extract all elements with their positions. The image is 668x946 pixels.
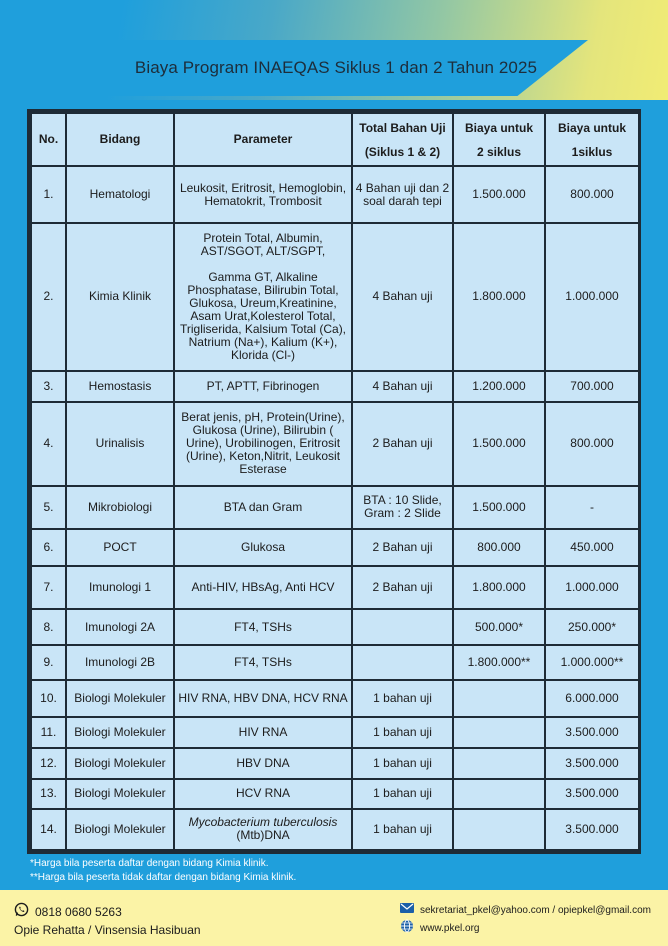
cell-parameter: Anti-HIV, HBsAg, Anti HCV — [174, 566, 352, 609]
cell-biaya-2 — [453, 809, 545, 850]
cell-total: 2 Bahan uji — [352, 529, 453, 566]
cell-biaya-1: 6.000.000 — [545, 680, 639, 716]
cell-parameter: Leukosit, Eritrosit, Hemoglobin, Hematokrit, Trombosit — [174, 166, 352, 223]
page-title: Biaya Program INAEQAS Siklus 1 dan 2 Tahun 2025 — [134, 58, 538, 77]
col-header-bidang: Bidang — [66, 113, 174, 166]
cell-no: 6. — [31, 529, 66, 566]
cell-parameter: FT4, TSHs — [174, 645, 352, 680]
cell-bidang: Imunologi 2B — [66, 645, 174, 680]
cell-biaya-2: 1.500.000 — [453, 402, 545, 486]
cell-parameter-rest: Gamma GT, Alkaline Phosphatase, Bilirubin Total, Glukosa, Ureum,Kreatinine, Asam Urat,Kolesterol Total, Trigliserida, Kalsium Total (Ca), Natrium (Na+), Kalium (K+), Klorida (Cl-) — [179, 269, 347, 362]
cell-biaya-1: 1.000.000 — [545, 566, 639, 609]
globe-icon — [400, 919, 414, 939]
mail-icon — [400, 903, 414, 919]
cell-biaya-2: 1.800.000 — [453, 566, 545, 609]
fee-table — [30, 112, 640, 851]
col-header-total-line1: Total Bahan Uji — [359, 120, 446, 135]
cell-biaya-2 — [453, 779, 545, 809]
cell-biaya-2: 500.000* — [453, 609, 545, 645]
cell-biaya-1: 800.000 — [545, 166, 639, 223]
col-header-no: No. — [31, 113, 66, 166]
cell-total: 1 bahan uji — [352, 809, 453, 850]
whatsapp-icon — [14, 902, 29, 922]
email-link[interactable]: sekretariat_pkel@yahoo.com / opiepkel@gmail.com — [420, 905, 651, 916]
table-row — [31, 717, 639, 748]
table-header-row — [31, 113, 639, 166]
cell-total — [352, 609, 453, 645]
cell-bidang: Hematologi — [66, 166, 174, 223]
cell-total: 2 Bahan uji — [352, 402, 453, 486]
table-row — [31, 609, 639, 645]
cell-biaya-1: - — [545, 486, 639, 529]
cell-biaya-2 — [453, 748, 545, 779]
cell-biaya-2: 1.200.000 — [453, 371, 545, 402]
cell-no: 2. — [31, 223, 66, 370]
cell-parameter — [174, 223, 352, 370]
table-row — [31, 223, 639, 370]
cell-parameter-suffix: (Mtb)DNA — [236, 828, 290, 843]
website-link[interactable]: www.pkel.org — [420, 923, 480, 934]
cell-biaya-2: 1.800.000 — [453, 223, 545, 370]
footnote-2: **Harga bila peserta tidak daftar dengan bidang Kimia klinik. — [30, 872, 297, 883]
cell-no: 10. — [31, 680, 66, 716]
footnote-1: *Harga bila peserta daftar dengan bidang Kimia klinik. — [30, 858, 269, 869]
cell-biaya-1: 800.000 — [545, 402, 639, 486]
cell-biaya-1: 250.000* — [545, 609, 639, 645]
cell-biaya-2: 800.000 — [453, 529, 545, 566]
cell-total: 1 bahan uji — [352, 680, 453, 716]
cell-biaya-2 — [453, 717, 545, 748]
cell-biaya-1: 3.500.000 — [545, 717, 639, 748]
cell-biaya-1: 700.000 — [545, 371, 639, 402]
footer-contact — [14, 902, 201, 939]
table-row — [31, 809, 639, 850]
table-row — [31, 529, 639, 566]
table-row — [31, 166, 639, 223]
cell-biaya-1: 3.500.000 — [545, 809, 639, 850]
cell-no: 12. — [31, 748, 66, 779]
contact-names: Opie Rehatta / Vinsensia Hasibuan — [14, 923, 201, 937]
col-header-biaya-2-line1: Biaya untuk — [464, 120, 533, 135]
cell-bidang: Biologi Molekuler — [66, 809, 174, 850]
cell-no: 7. — [31, 566, 66, 609]
cell-bidang: Mikrobiologi — [66, 486, 174, 529]
cell-no: 3. — [31, 371, 66, 402]
table-row — [31, 748, 639, 779]
col-header-biaya-1 — [545, 113, 639, 166]
cell-no: 5. — [31, 486, 66, 529]
cell-biaya-1: 450.000 — [545, 529, 639, 566]
col-header-biaya-1-line1: Biaya untuk — [557, 120, 626, 135]
cell-no: 8. — [31, 609, 66, 645]
footer — [0, 890, 668, 946]
cell-no: 14. — [31, 809, 66, 850]
cell-biaya-2 — [453, 680, 545, 716]
cell-parameter: Glukosa — [174, 529, 352, 566]
footnotes — [30, 857, 296, 885]
footer-links — [400, 903, 651, 939]
col-header-biaya-1-line2: 1siklus — [571, 144, 613, 159]
cell-parameter-italic: Mycobacterium tuberculosis — [188, 815, 338, 830]
table-row — [31, 779, 639, 809]
cell-no: 9. — [31, 645, 66, 680]
cell-parameter: HBV DNA — [174, 748, 352, 779]
cell-bidang: Biologi Molekuler — [66, 680, 174, 716]
cell-total: BTA : 10 Slide, Gram : 2 Slide — [352, 486, 453, 529]
table-row — [31, 402, 639, 486]
cell-bidang: Hemostasis — [66, 371, 174, 402]
cell-no: 11. — [31, 717, 66, 748]
phone-number[interactable]: 0818 0680 5263 — [35, 904, 122, 919]
cell-bidang: Imunologi 2A — [66, 609, 174, 645]
col-header-biaya-2 — [453, 113, 545, 166]
cell-bidang: Urinalisis — [66, 402, 174, 486]
cell-biaya-1: 3.500.000 — [545, 748, 639, 779]
cell-total: 1 bahan uji — [352, 748, 453, 779]
cell-no: 1. — [31, 166, 66, 223]
cell-biaya-1: 1.000.000** — [545, 645, 639, 680]
cell-bidang: POCT — [66, 529, 174, 566]
col-header-biaya-2-line2: 2 siklus — [476, 144, 522, 159]
fee-table-frame — [27, 109, 641, 854]
cell-parameter: FT4, TSHs — [174, 609, 352, 645]
col-header-total-line2: (Siklus 1 & 2) — [364, 144, 441, 159]
cell-biaya-2: 1.500.000 — [453, 166, 545, 223]
cell-biaya-2: 1.500.000 — [453, 486, 545, 529]
col-header-parameter: Parameter — [174, 113, 352, 166]
cell-total: 4 Bahan uji dan 2 soal darah tepi — [352, 166, 453, 223]
cell-biaya-1: 1.000.000 — [545, 223, 639, 370]
cell-bidang: Biologi Molekuler — [66, 717, 174, 748]
cell-total: 1 bahan uji — [352, 779, 453, 809]
col-header-total — [352, 113, 453, 166]
table-row — [31, 486, 639, 529]
cell-parameter: HCV RNA — [174, 779, 352, 809]
cell-no: 13. — [31, 779, 66, 809]
cell-parameter: BTA dan Gram — [174, 486, 352, 529]
cell-no: 4. — [31, 402, 66, 486]
cell-bidang: Biologi Molekuler — [66, 779, 174, 809]
table-row — [31, 566, 639, 609]
cell-bidang: Imunologi 1 — [66, 566, 174, 609]
cell-parameter-top: Protein Total, Albumin, AST/SGOT, ALT/SGPT, — [200, 230, 326, 258]
table-row — [31, 371, 639, 402]
cell-parameter: Berat jenis, pH, Protein(Urine), Glukosa (Urine), Bilirubin ( Urine), Urobilinogen, Eritrosit (Urine), Keton,Nitrit, Leukosit Esterase — [174, 402, 352, 486]
table-row — [31, 645, 639, 680]
cell-total: 4 Bahan uji — [352, 223, 453, 370]
cell-bidang: Biologi Molekuler — [66, 748, 174, 779]
cell-total: 1 bahan uji — [352, 717, 453, 748]
cell-total: 4 Bahan uji — [352, 371, 453, 402]
cell-total — [352, 645, 453, 680]
cell-parameter: HIV RNA, HBV DNA, HCV RNA — [174, 680, 352, 716]
cell-total: 2 Bahan uji — [352, 566, 453, 609]
cell-parameter — [174, 809, 352, 850]
cell-biaya-1: 3.500.000 — [545, 779, 639, 809]
cell-parameter: HIV RNA — [174, 717, 352, 748]
cell-parameter: PT, APTT, Fibrinogen — [174, 371, 352, 402]
table-row — [31, 680, 639, 716]
cell-biaya-2: 1.800.000** — [453, 645, 545, 680]
cell-bidang: Kimia Klinik — [66, 223, 174, 370]
